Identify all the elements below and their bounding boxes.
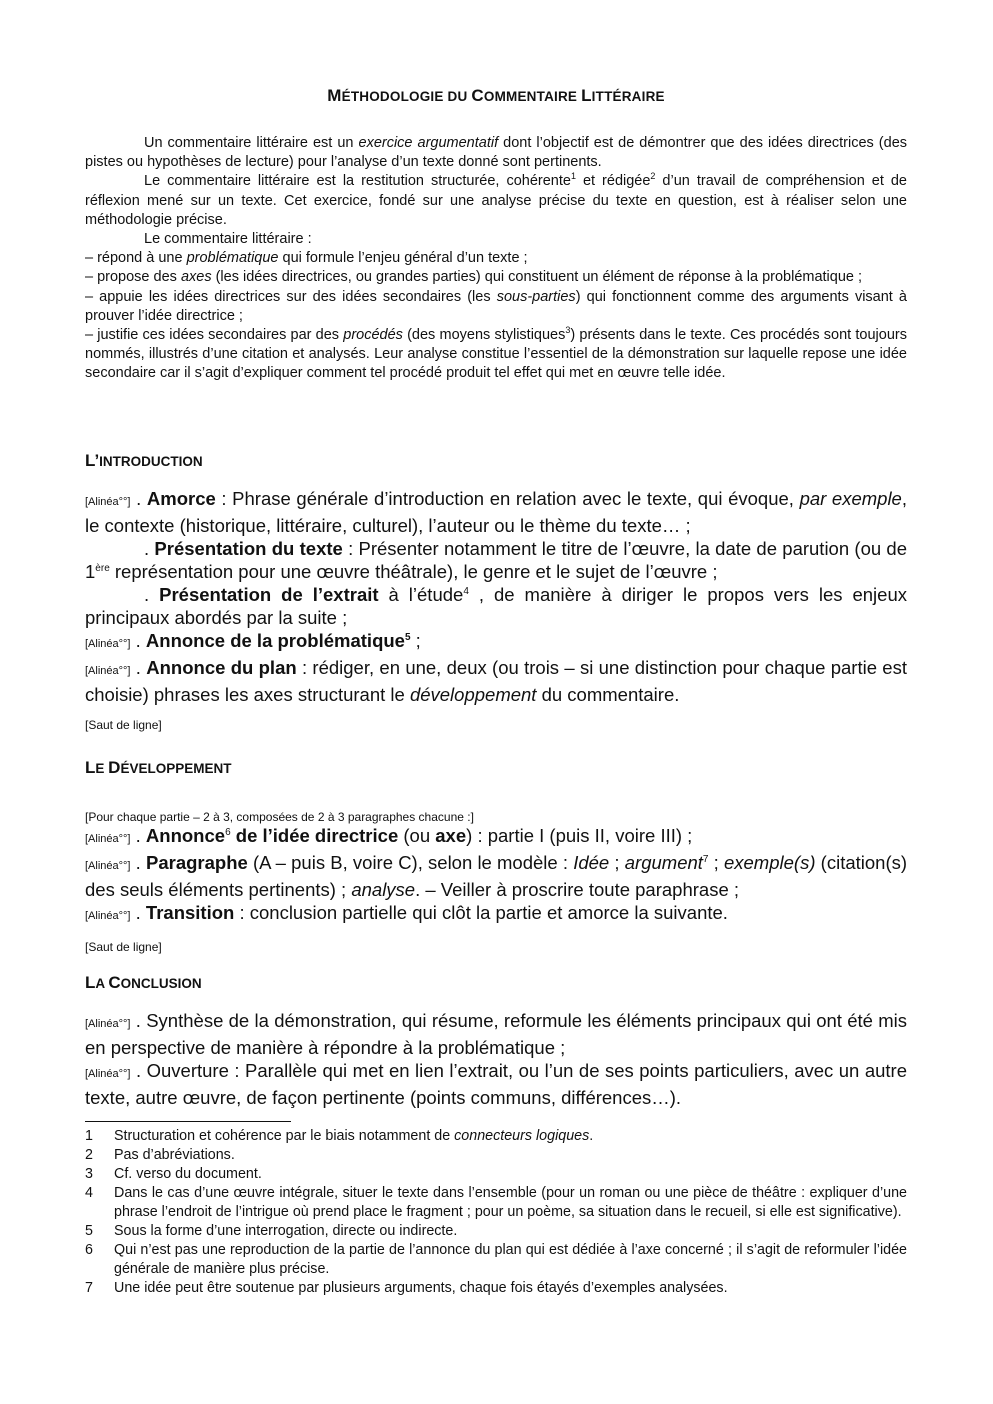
dev-paragraphe: [Alinéa°°] . Paragraphe (A – puis B, voire C), selon le modèle : Idée ; argument$^7$ ; exemple(s) (citation(s) des seuls éléments pertinents) ; analyse. – Veiller à proscrire toute paraphrase ; xyxy=(85,852,908,900)
list-item: – répond à une problématique qui formule l’enjeu général d’un texte ; xyxy=(85,250,528,267)
heading-developpement: LE DÉVELOPPEMENT xyxy=(85,758,232,777)
heading-introduction: L’INTRODUCTION xyxy=(85,451,203,470)
introduction-section xyxy=(85,487,907,706)
footnote: 3 Cf. verso du document. xyxy=(85,1166,262,1182)
intro-presentation-texte: . Présentation du texte : Présenter notamment le titre de l’œuvre, la date de parution (ou de 1ère représentation pour une œuvre théâtrale), le genre et le sujet de l’œuvre ; xyxy=(85,538,907,582)
footnote: 5 Sous la forme d’une interrogation, directe ou indirecte. xyxy=(85,1223,458,1239)
intro-paragraph-3: Le commentaire littéraire : xyxy=(144,231,312,248)
intro-presentation-extrait: . Présentation de l’extrait à l’étude$^4$ , de manière à diriger le propos vers les enjeux principaux abordés par la suite ; xyxy=(85,584,907,628)
heading-conclusion: LA CONCLUSION xyxy=(85,973,202,992)
intro-paragraph-2: Le commentaire littéraire est la restitution structurée, cohérente$^1$ et rédigée$^2$ d’un travail de compréhension et de réflexion mené sur un texte. Cet exercice, fondé sur une analyse précise du texte en question, est à réaliser selon une méthodologie précise. xyxy=(85,171,907,228)
footnote: 6 Qui n’est pas une reproduction de la partie de l’annonce du plan qui est dédiée à l’axe concerné ; il s’agit de reformuler l’idée générale de manière plus précise. xyxy=(85,1242,907,1277)
footnote-separator xyxy=(85,1121,291,1122)
dev-annonce: [Alinéa°°] . Annonce$^6$ de l’idée directrice (ou axe) : partie I (puis II, voire III) ; xyxy=(85,825,693,846)
footnote: 1 Structuration et cohérence par le biais notamment de connecteurs logiques. xyxy=(85,1128,594,1144)
footnote-ref: 2 xyxy=(650,171,656,182)
intro-paragraph-1: Un commentaire littéraire est un exercice argumentatif dont l’objectif est de démontrer que des idées directrices (des pistes ou hypothèses de lecture) pour l’analyse d’un texte donné sont pertinents. xyxy=(85,135,908,171)
list-item: – justifie ces idées secondaires par des procédés (des moyens stylistiques$^3$) présents dans le texte. Ces procédés sont toujours nommés, illustrés d’une citation et analysés. Leur analyse constitue l’essentiel de la démonstration sur laquelle repose une idée secondaire car il s’agit d’expliquer comment tel procédé produit tel effet qui met en œuvre telle idée. xyxy=(85,325,907,382)
dev-transition: [Alinéa°°] . Transition : conclusion partielle qui clôt la partie et amorce la suivante. xyxy=(85,902,728,923)
conclusion-section xyxy=(85,1009,907,1109)
footnote: 2 Pas d’abréviations. xyxy=(85,1147,235,1163)
developpement-note: [Pour chaque partie – 2 à 3, composées de 2 à 3 paragraphes chacune :] xyxy=(85,810,474,824)
intro-amorce: [Alinéa°°] . Amorce : Phrase générale d’introduction en relation avec le texte, qui évoque, par exemple, le contexte (historique, littéraire, culturel), l’auteur ou le thème du texte… ; xyxy=(85,488,907,536)
footnotes xyxy=(85,1127,907,1298)
footnote-ref: 1 xyxy=(570,171,576,182)
conclusion-synthese: [Alinéa°°] . Synthèse de la démonstration, qui résume, reformule les éléments principaux qui ont été mis en perspective de manière à répondre à la problématique ; xyxy=(85,1010,908,1058)
conclusion-ouverture: [Alinéa°°] . Ouverture : Parallèle qui met en lien l’extrait, ou l’un de ses points particuliers, avec un autre texte, autre œuvre, de façon pertinente (points communs, différences…). xyxy=(85,1060,908,1108)
list-item: – appuie les idées directrices sur des idées secondaires (les sous-parties) qui fonctionnent comme des arguments visant à prouver l’idée directrice ; xyxy=(85,288,907,324)
list-item: – propose des axes (les idées directrices, ou grandes parties) qui constituent un élément de réponse à la problématique ; xyxy=(85,269,863,286)
footnote-ref: 3 xyxy=(565,325,571,336)
document-title: MÉTHODOLOGIE DU COMMENTAIRE LITTÉRAIRE xyxy=(327,86,665,105)
footnote: 4 Dans le cas d’une œuvre intégrale, situer le texte dans l’ensemble (pour un roman ou une pièce de théâtre : expliquer d’une phrase l’endroit de l’intrigue où prend place le fragment ; pour un poème, sa situation dans le recueil, si elle est significative). xyxy=(85,1185,907,1220)
saut-de-ligne-note: [Saut de ligne] xyxy=(85,718,162,732)
intro-problematique: [Alinéa°°] . Annonce de la problématique$^5$ ; xyxy=(85,630,421,651)
intro-annonce-plan: [Alinéa°°] . Annonce du plan : rédiger, en une, deux (ou trois – si une distinction pour chaque partie est choisie) phrases les axes structurant le développement du commentaire. xyxy=(85,657,907,705)
footnote: 7 Une idée peut être soutenue par plusieurs arguments, chaque fois étayés d’exemples analysées. xyxy=(85,1280,728,1296)
intro-section xyxy=(85,134,907,384)
developpement-section xyxy=(85,824,907,928)
saut-de-ligne-note: [Saut de ligne] xyxy=(85,940,162,954)
